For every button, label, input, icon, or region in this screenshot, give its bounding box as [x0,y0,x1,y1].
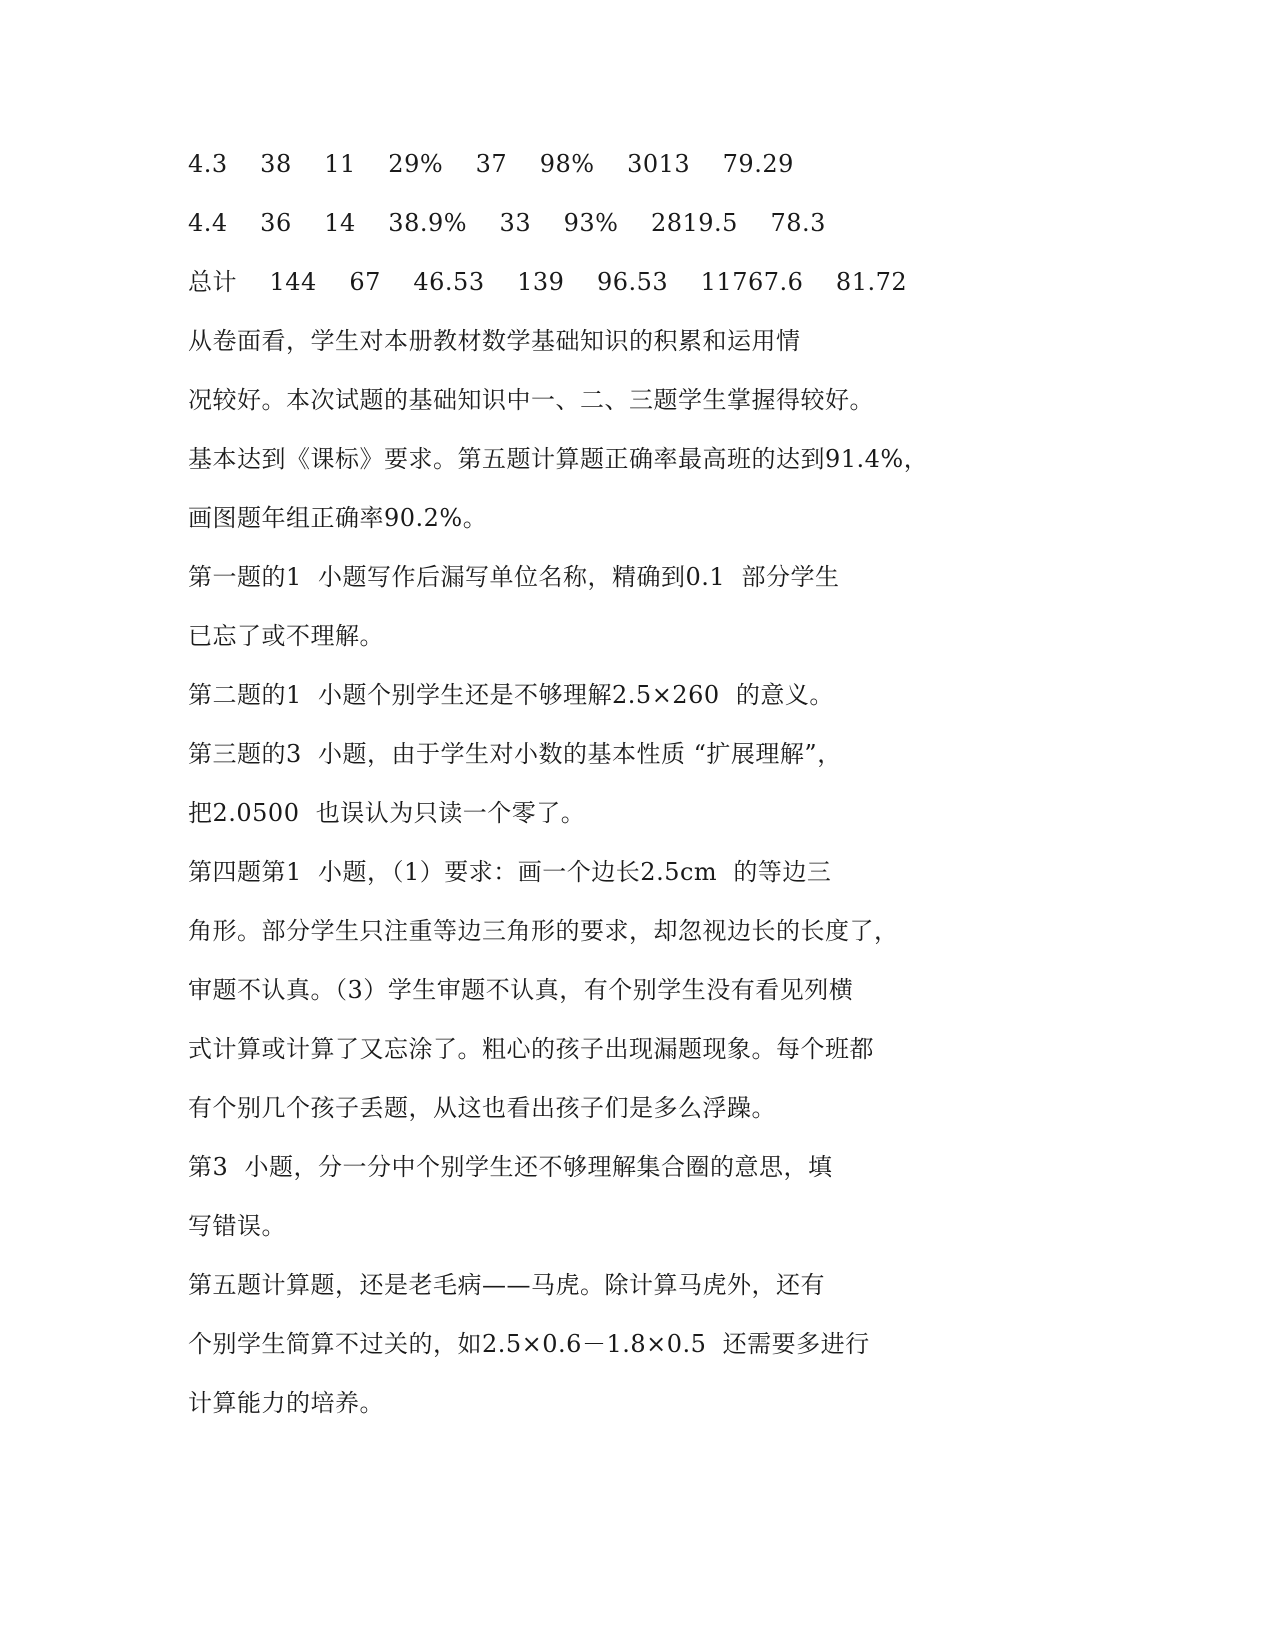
table-row-total: 总计 144 67 46.53 139 96.53 11767.6 81.72 [188,268,908,296]
paragraph-line: 角形。部分学生只注重等边三角形的要求，却忽视边长的长度了， [188,917,899,945]
table-row-4-3: 4.3 38 11 29% 37 98% 3013 79.29 [188,150,794,178]
paragraph-line: 第3 小题，分一分中个别学生还不够理解集合圈的意思，填 [188,1153,833,1181]
paragraph-line: 个别学生简算不过关的，如2.5×0.6－1.8×0.5 还需要多进行 [188,1330,870,1358]
paragraph-line: 从卷面看，学生对本册教材数学基础知识的积累和运用情 [188,327,801,355]
paragraph-line: 式计算或计算了又忘涂了。粗心的孩子出现漏题现象。每个班都 [188,1035,874,1063]
document-body [188,142,1188,1440]
paragraph-line: 计算能力的培养。 [188,1389,384,1417]
paragraph-line: 基本达到《课标》要求。第五题计算题正确率最高班的达到91.4%， [188,445,929,473]
paragraph-line: 写错误。 [188,1212,286,1240]
paragraph-line: 审题不认真。（3）学生审题不认真，有个别学生没有看见列横 [188,976,854,1004]
paragraph-line: 况较好。本次试题的基础知识中一、二、三题学生掌握得较好。 [188,386,874,414]
paragraph-line: 把2.0500 也误认为只读一个零了。 [188,799,586,827]
paragraph-line: 画图题年组正确率90.2%。 [188,504,488,532]
paragraph-line: 第四题第1 小题，（1）要求：画一个边长2.5cm 的等边三 [188,858,832,886]
paragraph-line: 第二题的1 小题个别学生还是不够理解2.5×260 的意义。 [188,681,834,709]
paragraph-line: 第一题的1 小题写作后漏写单位名称，精确到0.1 部分学生 [188,563,840,591]
paragraph-line: 第三题的3 小题，由于学生对小数的基本性质 “扩展理解”， [188,740,842,768]
paragraph-line: 已忘了或不理解。 [188,622,384,650]
paragraph-line: 有个别几个孩子丢题，从这也看出孩子们是多么浮躁。 [188,1094,776,1122]
paragraph-line: 第五题计算题，还是老毛病——马虎。除计算马虎外，还有 [188,1271,825,1299]
table-row-4-4: 4.4 36 14 38.9% 33 93% 2819.5 78.3 [188,209,826,237]
